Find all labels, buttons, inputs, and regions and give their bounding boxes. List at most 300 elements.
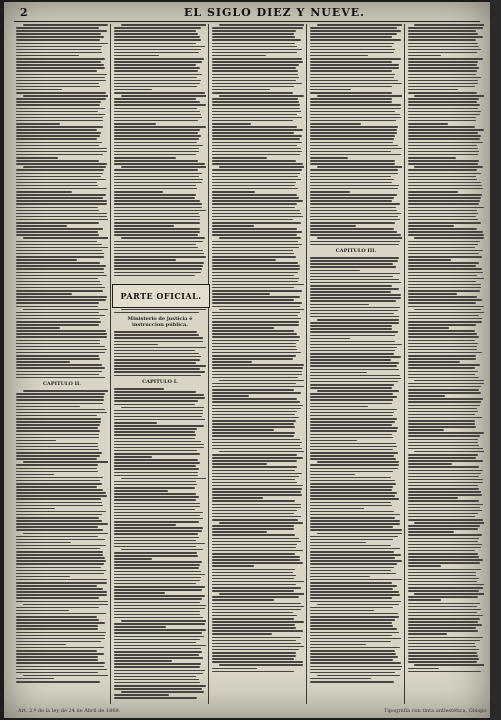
text-line [310,316,399,318]
text-line [310,145,398,147]
text-line [408,544,482,546]
text-line [310,335,395,337]
text-line [16,514,102,516]
text-line [16,290,103,292]
text-line [408,256,482,258]
text-line [310,279,399,281]
text-line [114,148,199,150]
text-line [408,569,481,571]
text-line [114,592,165,594]
text-line [310,542,366,544]
text-line [114,419,205,421]
text-line [408,531,454,533]
text-line [16,213,107,215]
text-line [114,331,197,333]
text-line [408,652,477,654]
text-line [310,347,397,349]
text-line [212,497,263,499]
text-line [408,485,478,487]
text-line [408,519,483,521]
text-line [16,83,99,85]
text-line [310,477,391,479]
text-line [114,55,159,57]
text-line [310,77,394,79]
text-line [310,266,396,268]
text-line [212,321,299,323]
text-line [310,108,401,110]
text-line [310,443,396,445]
text-line [310,70,392,72]
text-line [310,216,398,218]
section-heading: PARTE OFICIAL. [120,291,202,301]
text-line [408,185,482,187]
text-line [16,440,56,442]
text-line [16,349,107,351]
text-line [212,247,299,249]
text-line [219,380,304,382]
text-line [16,138,97,140]
text-line [212,120,293,122]
text-line [408,439,478,441]
text-line [212,525,294,527]
text-line [114,697,197,699]
text-line [16,70,97,72]
text-line [114,365,206,367]
text-line [310,194,397,196]
text-line [16,415,97,417]
text-line [408,154,478,156]
text-line [121,95,206,97]
text-line [212,108,300,110]
text-line [310,625,393,627]
text-line [212,265,300,267]
text-line [16,343,100,345]
text-line [114,265,203,267]
text-line [408,142,483,144]
text-line [408,565,441,567]
text-line [114,268,202,270]
text-line [16,597,99,599]
text-line [16,244,102,246]
text-line [310,539,393,541]
text-line [408,454,478,456]
text-line [408,408,477,410]
text-line [408,306,484,308]
text-line [16,505,103,507]
text-line [408,278,484,280]
text-line [310,452,398,454]
text-line [16,49,101,51]
text-line [310,424,392,426]
text-line [114,362,196,364]
text-line [114,253,204,255]
text-line [408,123,448,125]
text-line [408,488,479,490]
text-line [212,46,297,48]
text-line [212,621,304,623]
text-line [16,681,100,683]
text-line [212,395,249,397]
text-line [114,46,205,48]
text-line [16,114,105,116]
text-line [16,489,103,491]
text-line [114,580,200,582]
text-line [212,191,255,193]
text-line [408,448,483,450]
text-line [310,350,395,352]
text-line [212,203,297,205]
text-line [219,664,302,666]
text-line [114,126,206,128]
text-line [310,188,398,190]
text-line [212,157,267,159]
text-line [408,473,481,475]
text-line [212,538,299,540]
text-line [114,648,201,650]
text-line [114,74,202,76]
text-line [212,67,296,69]
text-line [310,471,393,473]
text-line [16,502,102,504]
text-line [310,101,392,103]
text-line [16,563,104,565]
text-line [114,247,198,249]
text-line [317,166,402,168]
text-line [408,374,475,376]
text-line [16,275,107,277]
text-line [212,661,303,663]
text-line [310,307,400,309]
text-line [408,321,482,323]
text-line [414,664,484,666]
text-line [212,55,266,57]
text-line [212,637,301,639]
text-line [408,194,482,196]
text-line [16,104,100,106]
text-line [310,362,399,364]
text-line [408,207,484,209]
text-line [16,302,99,304]
text-line [114,496,199,498]
text-line [212,61,303,63]
text-line [16,557,105,559]
text-line [310,381,398,383]
text-line [310,434,392,436]
text-line [212,491,301,493]
text-line [408,74,476,76]
text-line [16,591,107,593]
newspaper-title: EL SIGLO DIEZ Y NUEVE. [184,6,365,19]
text-line [408,58,483,60]
text-line [408,457,476,459]
text-line [408,262,479,264]
text-line [310,64,399,66]
text-line [310,557,395,559]
text-line [310,92,392,94]
text-line [310,421,395,423]
text-line [16,355,99,357]
text-line [310,322,399,324]
text-line [310,234,401,236]
text-line [310,644,366,646]
text-line [310,291,391,293]
text-line [114,512,203,514]
text-line [114,453,200,455]
text-line [212,652,296,654]
text-line [317,461,399,463]
text-line [310,548,400,550]
text-line [310,157,348,159]
text-line [212,630,303,632]
text-line [114,506,200,508]
text-line [408,401,481,403]
text-line [16,434,99,436]
text-line [114,359,200,361]
text-line [16,185,98,187]
text-line [114,341,203,343]
text-line [114,114,201,116]
text-line [310,282,401,284]
text-line [114,666,200,668]
text-line [408,603,480,605]
text-line [212,287,294,289]
text-line [310,276,393,278]
text-line [212,578,294,580]
text-line [212,129,303,131]
text-line [114,602,200,604]
text-line [16,511,106,513]
text-line [408,231,483,233]
text-line [16,406,80,408]
text-line [212,581,304,583]
text-line [310,508,364,510]
text-line [212,216,303,218]
text-line [16,358,100,360]
text-line [212,476,299,478]
text-line [16,293,72,295]
text-line [212,92,293,94]
text-line [212,355,296,357]
text-line [408,148,478,150]
text-line [114,231,200,233]
text-line [16,399,104,401]
text-line [408,606,477,608]
footer-right: Tipografía con tinta antiestética, Obispo [384,708,487,714]
text-line [219,237,301,239]
text-line [114,524,176,526]
text-line [16,315,105,317]
text-line [414,593,484,595]
text-line [114,574,205,576]
text-line [114,518,203,520]
text-line [212,126,297,128]
text-line [310,219,400,221]
text-line [408,578,479,580]
text-line [310,263,393,265]
text-line [310,573,396,575]
text-line [310,576,370,578]
text-line [310,129,397,131]
text-line [310,672,395,674]
text-line [212,231,302,233]
text-line [212,507,301,509]
text-line [310,455,394,457]
text-line [114,475,198,477]
text-line [212,553,295,555]
text-line [408,432,484,434]
text-line [16,393,105,395]
text-line [310,517,395,519]
text-line [408,383,484,385]
text-line [212,315,298,317]
text-line [414,309,481,311]
text-line [408,61,478,63]
text-line [16,333,107,335]
text-line [212,612,293,614]
text-line [310,111,395,113]
text-line [114,89,152,91]
text-line [408,324,476,326]
text-line [310,666,402,668]
text-line [408,265,476,267]
text-line [310,399,393,401]
text-line [408,398,483,400]
text-line [310,403,392,405]
text-line [16,662,105,664]
text-line [310,662,401,664]
text-line [310,659,393,661]
text-line [16,446,98,448]
text-line [114,487,195,489]
text-line [408,627,476,629]
text-line [310,39,401,41]
text-line [408,247,475,249]
text-line [408,250,483,252]
text-line [16,635,105,637]
text-line [114,207,202,209]
newspaper-page [4,2,490,718]
text-line [317,95,402,97]
text-line [16,625,98,627]
text-line [16,234,99,236]
text-line [219,451,304,453]
text-line [310,98,392,100]
text-line [310,560,402,562]
text-line [16,632,106,634]
text-line [212,643,301,645]
text-line [114,117,202,119]
text-line [408,643,475,645]
text-line [310,80,398,82]
text-line [408,36,483,38]
text-line [310,563,397,565]
text-line [212,445,300,447]
text-line [114,216,200,218]
text-line [16,613,106,615]
text-line [114,157,176,159]
text-line [310,591,399,593]
footer-left: Art. 2.º de la ley de 24 de Abril de 1869. [18,708,121,714]
text-line [310,135,395,137]
text-line [408,507,480,509]
text-line [212,148,301,150]
text-line [212,244,302,246]
text-line [16,336,107,338]
text-line [16,601,108,603]
text-line [310,567,394,569]
text-line [121,620,206,622]
text-line [16,225,67,227]
text-line [317,24,402,26]
text-line [310,182,392,184]
text-line [212,544,297,546]
text-line [310,440,357,442]
text-line [114,472,198,474]
text-line [212,49,302,51]
text-line [408,349,477,351]
text-line [16,361,70,363]
text-line [310,387,392,389]
text-line [212,132,294,134]
text-line [212,609,301,611]
text-line [408,491,481,493]
text-line [212,104,300,106]
text-line [408,70,477,72]
text-line [16,495,107,497]
text-line [310,273,400,275]
text-line [408,587,483,589]
text-line [310,86,392,88]
text-line [114,577,201,579]
text-line [408,188,483,190]
text-line [408,275,477,277]
text-line [408,281,476,283]
text-line [16,588,103,590]
text-line [212,89,270,91]
text-line [310,628,397,630]
text-line [408,386,481,388]
text-line [16,573,104,575]
text-line [310,529,402,531]
text-line [114,132,198,134]
text-line [16,259,77,261]
text-line [16,567,101,569]
text-line [114,194,196,196]
text-line [114,503,200,505]
text-line [212,346,296,348]
text-line [212,383,296,385]
text-line [114,605,206,607]
section-heading-box [112,284,210,308]
text-line [310,647,400,649]
text-line [16,203,107,205]
text-line [317,319,399,321]
text-line [114,537,199,539]
text-line [408,534,482,536]
text-line [408,466,479,468]
text-line [212,504,301,506]
text-line [114,368,200,370]
text-line [16,324,99,326]
text-line [212,33,294,35]
text-line [310,498,399,500]
text-line [212,519,298,521]
text-line [114,151,199,153]
header-rule [14,21,480,22]
text-line [408,120,476,122]
text-line [16,39,100,41]
book-spine [490,0,501,720]
